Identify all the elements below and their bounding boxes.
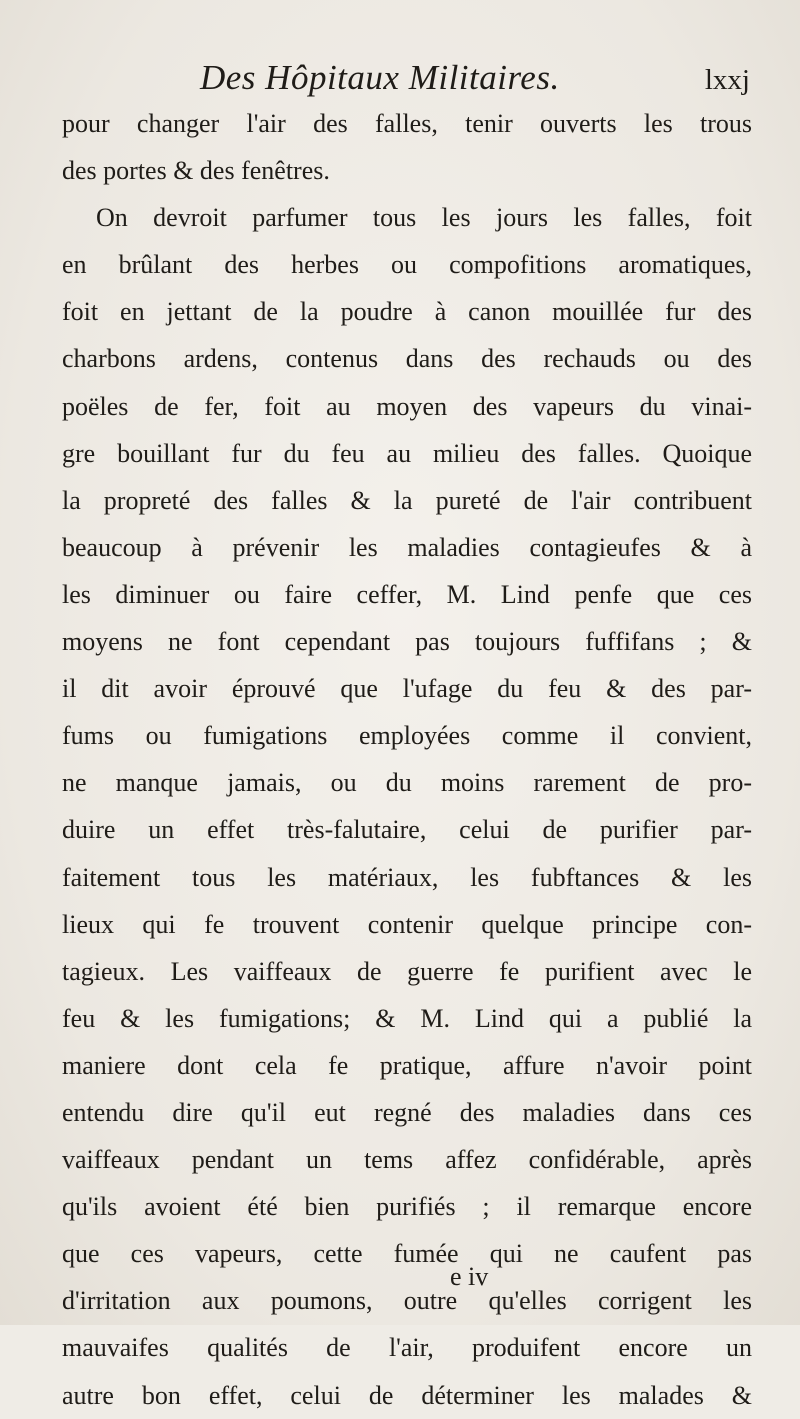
text-line: les diminuer ou faire ceffer, M. Lind penfe que ces xyxy=(62,579,752,609)
text-line: fums ou fumigations employées comme il convient, xyxy=(62,721,752,751)
text-line: foit en jettant de la poudre à canon mouillée fur des xyxy=(62,297,752,327)
paragraph-start-line: On devroit parfumer tous les jours les falles, foit xyxy=(96,203,752,233)
text-line: lieux qui fe trouvent contenir quelque principe con- xyxy=(62,909,752,939)
text-line: en brûlant des herbes ou compofitions aromatiques, xyxy=(62,250,752,280)
text-line: poëles de fer, foit au moyen des vapeurs du vinai- xyxy=(62,391,752,421)
text-line: duire un effet très-falutaire, celui de purifier par- xyxy=(62,815,752,845)
text-line: moyens ne font cependant pas toujours fuffifans ; & xyxy=(62,627,752,657)
text-line: qu'ils avoient été bien purifiés ; il remarque encore xyxy=(62,1192,752,1222)
text-line: ne manque jamais, ou du moins rarement de pro- xyxy=(62,768,752,798)
text-line: faitement tous les matériaux, les fubftances & les xyxy=(62,862,752,892)
text-line: feu & les fumigations; & M. Lind qui a publié la xyxy=(62,1003,752,1033)
signature-mark: e iv xyxy=(450,1262,489,1291)
text-line: entendu dire qu'il eut regné des maladies dans ces xyxy=(62,1097,752,1127)
text-line: gre bouillant fur du feu au milieu des falles. Quoique xyxy=(62,438,752,468)
text-line: mauvaifes qualités de l'air, produifent encore un xyxy=(62,1333,752,1363)
text-line: vaiffeaux pendant un tems affez confidérable, après xyxy=(62,1145,752,1175)
text-line: d'irritation aux poumons, outre qu'elles corrigent les xyxy=(62,1286,752,1316)
text-line: la propreté des falles & la pureté de l'air contribuent xyxy=(62,485,752,515)
text-line: il dit avoir éprouvé que l'ufage du feu & des par- xyxy=(62,674,752,704)
text-line: autre bon effet, celui de déterminer les malades & xyxy=(62,1380,752,1410)
text-line: beaucoup à prévenir les maladies contagieufes & à xyxy=(62,532,752,562)
running-title: Des Hôpitaux Militaires. xyxy=(200,58,560,97)
text-line: charbons ardens, contenus dans des rechauds ou des xyxy=(62,344,752,374)
text-line: des portes & des fenêtres. xyxy=(62,156,330,186)
page-number: lxxj xyxy=(704,64,750,96)
text-line: que ces vapeurs, cette fumée qui ne caufent pas xyxy=(62,1239,752,1269)
text-line: maniere dont cela fe pratique, affure n'avoir point xyxy=(62,1050,752,1080)
body-text xyxy=(62,100,752,1419)
text-line: pour changer l'air des falles, tenir ouverts les trous xyxy=(62,109,752,138)
running-head xyxy=(60,50,750,100)
text-line: tagieux. Les vaiffeaux de guerre fe purifient avec le xyxy=(62,956,752,986)
